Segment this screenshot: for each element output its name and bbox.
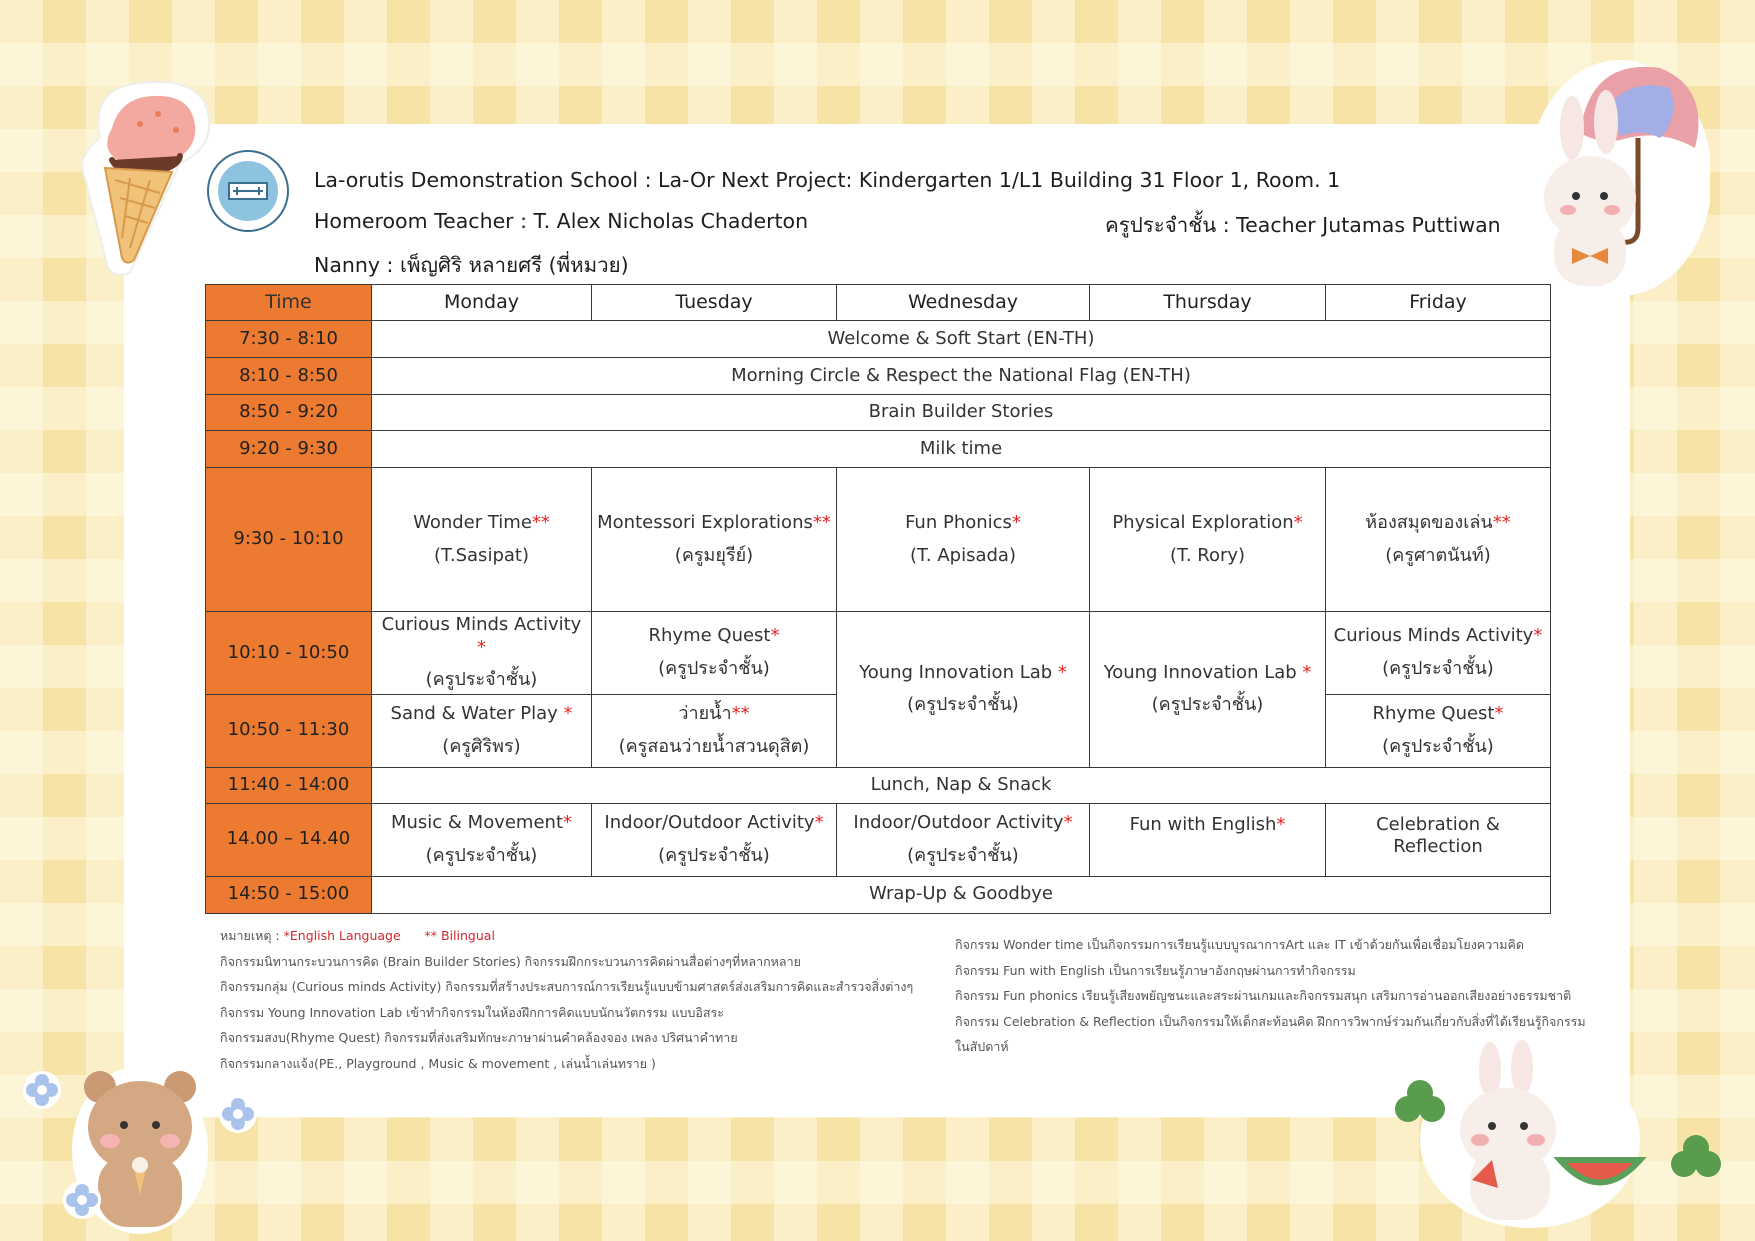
flower-icon [218,1094,258,1134]
time-cell: 9:30 - 10:10 [206,468,372,612]
table-row [206,612,1551,695]
note-line: กิจกรรม Fun phonics เรียนรู้เสียงพยัญชนะและสระผ่านเกมและกิจกรรมสนุก เสริมการอ่านออกเสียงอย่างธรรมชาติ [955,988,1572,1003]
activity-cell [1090,803,1326,876]
legend-line [220,923,913,949]
bunny-umbrella-sticker [1510,48,1710,298]
activity-title: Young Innovation Lab [859,661,1058,683]
clover-icon [1666,1130,1726,1190]
note-line: กิจกรรม Celebration & Reflection เป็นกิจกรรมให้เด็กสะท้อนคิด ฝึกการวิพากษ์ร่วมกันเกี่ยวกับสิ่งที่ได้เรียนรู้กิจกรรม [955,1013,1586,1029]
table-row [206,468,1551,612]
activity-teacher: (T. Rory) [1169,544,1246,566]
activity-teacher: (ครูประจำชั้น) [425,669,538,690]
legend-english: *English Language [283,928,401,943]
activity-teacher: (ครูศาตนันท์) [1385,544,1491,566]
activity-teacher: (ครูประจำชั้น) [658,844,770,866]
activity-teacher: (ครูประจำชั้น) [425,844,538,866]
activity-cell [372,468,592,612]
activity-teacher: (ครูมยุรีย์) [674,544,754,566]
time-header: Time [206,285,372,321]
activity-cell [837,468,1090,612]
time-cell: 7:30 - 8:10 [206,321,372,358]
homeroom-teacher: Homeroom Teacher : T. Alex Nicholas Chaderton [314,209,809,233]
time-cell: 8:10 - 8:50 [206,358,372,395]
activity-cell [837,612,1090,768]
table-row [206,803,1551,876]
note-line: กิจกรรม Young Innovation Lab เข้าทำกิจกรรมในห้องฝึกการคิดแบบนักนวัตกรรม แบบอิสระ [220,1004,724,1020]
table-row [206,767,1551,803]
language-mark: * [1057,661,1067,683]
time-cell: 9:20 - 9:30 [206,431,372,468]
activity-teacher: (ครูประจำชั้น) [1151,694,1264,716]
tuesday-header: Tuesday [592,285,837,321]
table-header-row [206,285,1551,321]
activity-cell [372,803,592,876]
activity-cell: Brain Builder Stories [372,395,1551,431]
activity-title: Curious Minds Activity [381,614,582,635]
activity-title: Celebration & Reflection [1376,813,1500,857]
table-row [206,431,1551,468]
activity-title: Rhyme Quest [648,625,771,647]
language-mark: * [1494,703,1504,724]
activity-cell [837,803,1090,876]
activity-cell [592,694,837,767]
activity-title: Curious Minds Activity [1333,625,1534,647]
flower-icon [62,1180,102,1220]
activity-teacher: (ครูประจำชั้น) [1382,657,1494,679]
language-mark: ** [812,512,831,533]
note-line: กิจกรรมกลุ่ม (Curious minds Activity) กิจกรรมที่สร้างประสบการณ์การเรียนรู้แบบข้ามศาสตร์ส่งเสริมการคิดและสำรวจสิ่งต่างๆ [220,979,914,994]
activity-title: Music & Movement [390,812,564,833]
activity-title: Rhyme Quest [1372,703,1495,724]
language-mark: * [814,812,824,833]
language-mark: * [1276,813,1286,835]
flower-icon [22,1070,62,1110]
activity-title: Wonder Time [413,512,532,533]
activity-title: Indoor/Outdoor Activity [853,812,1064,833]
table-row [206,395,1551,431]
activity-cell: Welcome & Soft Start (EN-TH) [372,321,1551,358]
note-line: กิจกรรม Fun with English เป็นการเรียนรู้ภาษาอังกฤษผ่านการทำกิจกรรม [955,962,1356,978]
table-row [206,321,1551,358]
notes-left [220,923,913,1076]
activity-cell: Wrap-Up & Goodbye [372,876,1551,913]
time-cell: 8:50 - 9:20 [206,395,372,431]
notes-right [955,932,1586,1060]
activity-title: Montessori Explorations [597,512,813,533]
thai-class-teacher: ครูประจำชั้น : Teacher Jutamas Puttiwan [1105,213,1501,237]
wednesday-header: Wednesday [837,285,1090,321]
time-cell: 10:10 - 10:50 [206,612,372,695]
activity-cell: Milk time [372,431,1551,468]
friday-header: Friday [1326,285,1551,321]
note-line: ในสัปดาห์ [955,1039,1009,1054]
language-mark: ** [1492,512,1511,533]
activity-cell [372,694,592,767]
language-mark: * [1063,812,1073,833]
activity-teacher: (T. Apisada) [910,544,1016,566]
activity-cell [1326,468,1551,612]
nanny: Nanny : เพ็ญศิริ หลายศรี (พี่หมวย) [314,253,629,277]
activity-title: ห้องสมุดของเล่น [1365,512,1493,533]
activity-teacher: (T.Sasipat) [434,544,529,566]
activity-cell [1326,612,1551,695]
activity-cell [592,612,837,695]
activity-teacher: (ครูสอนว่ายน้ำสวนดุสิต) [618,735,810,757]
activity-cell: Lunch, Nap & Snack [372,767,1551,803]
activity-title: ว่ายน้ำ [678,703,732,724]
language-mark: * [1302,661,1312,683]
language-mark: * [477,636,486,658]
activity-cell [1326,803,1551,876]
note-line: กิจกรรมนิทานกระบวนการคิด (Brain Builder Stories) กิจกรรมฝึกกระบวนการคิดผ่านสื่อต่างๆที่หลากหลาย [220,953,801,969]
note-line: กิจกรรมกลางแจ้ง(PE., Playground , Music & movement , เล่นน้ำเล่นทราย ) [220,1055,656,1071]
schedule-table [205,284,1551,914]
language-mark: * [1011,512,1021,533]
note-line: กิจกรรมสงบ(Rhyme Quest) กิจกรรมที่ส่งเสริมทักษะภาษาผ่านคำคล้องจอง เพลง ปริศนาคำทาย [220,1030,738,1045]
thursday-header: Thursday [1090,285,1326,321]
time-cell: 11:40 - 14:00 [206,767,372,803]
activity-teacher: (ครูประจำชั้น) [658,657,770,679]
activity-title: Indoor/Outdoor Activity [604,812,815,833]
monday-header: Monday [372,285,592,321]
activity-cell [1090,612,1326,768]
activity-title: Young Innovation Lab [1103,661,1303,683]
school-title: La-orutis Demonstration School : La-Or Next Project: Kindergarten 1/L1 Building 31 Floor 1, Room. 1 [314,168,1341,192]
activity-cell [592,803,837,876]
activity-cell [372,612,592,695]
language-mark: * [563,812,573,833]
time-cell: 14:50 - 15:00 [206,876,372,913]
activity-cell: Morning Circle & Respect the National Flag (EN-TH) [372,358,1551,395]
activity-cell [592,468,837,612]
language-mark: * [1293,512,1303,533]
activity-title: Physical Exploration [1112,512,1294,533]
table-row [206,358,1551,395]
time-cell: 10:50 - 11:30 [206,694,372,767]
activity-cell [1090,468,1326,612]
clover-icon [1390,1075,1450,1135]
legend-bilingual: ** Bilingual [424,928,495,943]
activity-teacher: (ครูประจำชั้น) [1382,735,1494,757]
language-mark: ** [531,512,550,533]
activity-title: Sand & Water Play [390,703,564,724]
language-mark: * [1533,625,1543,647]
time-cell: 14.00 – 14.40 [206,803,372,876]
activity-teacher: (ครูศิริพร) [442,735,521,757]
activity-teacher: (ครูประจำชั้น) [907,844,1019,866]
activity-title: Fun with English [1129,813,1277,835]
language-mark: * [563,703,573,724]
notes-label: หมายเหตุ : [220,928,284,943]
activity-title: Fun Phonics [905,512,1012,533]
table-row [206,876,1551,913]
activity-teacher: (ครูประจำชั้น) [907,694,1019,716]
language-mark: * [770,625,780,647]
school-logo [207,150,289,232]
note-line: กิจกรรม Wonder time เป็นกิจกรรมการเรียนรู้แบบบูรณาการArt และ IT เข้าด้วยกันเพื่อเชื่อมโยงความคิด [955,937,1524,952]
language-mark: ** [731,703,750,724]
ice-cream-sticker [60,68,220,278]
activity-cell [1326,694,1551,767]
